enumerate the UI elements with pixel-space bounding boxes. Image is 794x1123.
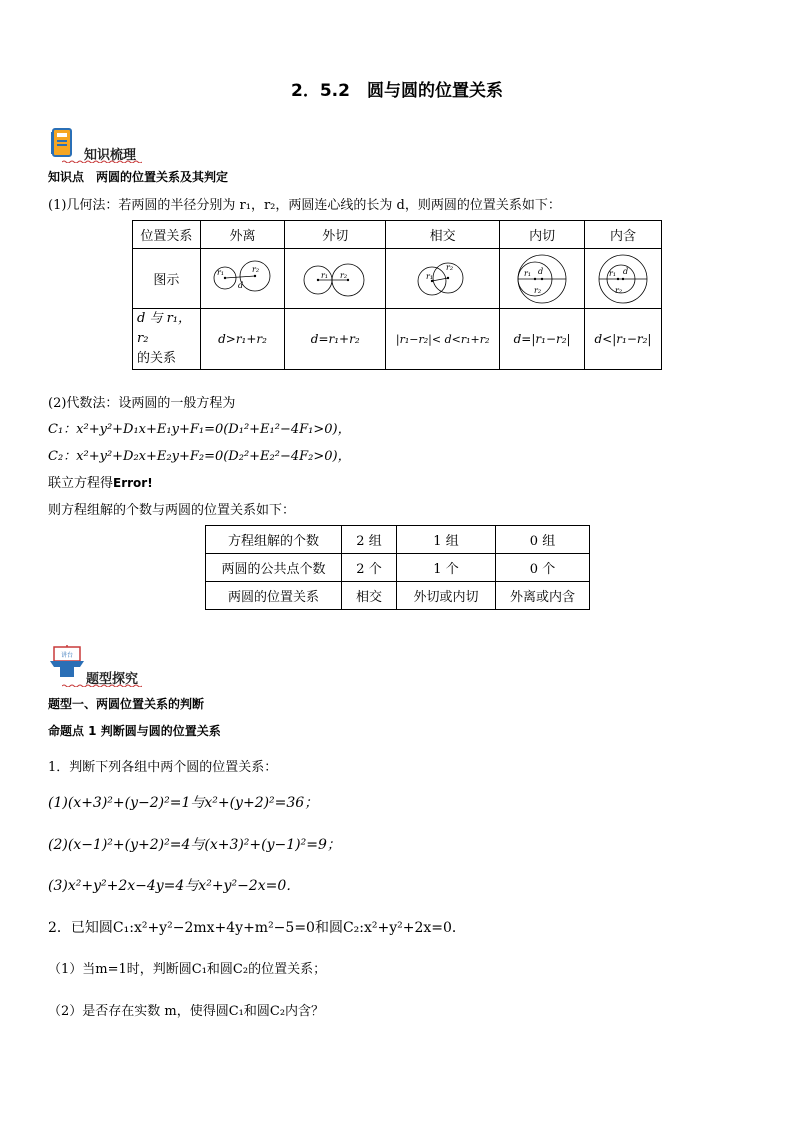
table-header: 内含: [585, 221, 662, 249]
question-2-part-1: （1）当m=1时，判断圆C₁和圆C₂的位置关系；: [48, 962, 327, 977]
label-r1: r₁: [609, 268, 617, 278]
error-text: Error!: [113, 476, 153, 490]
combine-text: 联立方程得: [48, 476, 114, 491]
table2-intro: 则方程组解的个数与两圆的位置关系如下：: [48, 503, 296, 518]
figure-separate: [200, 249, 285, 309]
knowledge-point: 知识点 两圆的位置关系及其判定: [48, 170, 229, 184]
question-2-part-2: （2）是否存在实数 m，使得圆C₁和圆C₂内含？: [48, 1004, 325, 1019]
equation-c1: C₁：x²+y²+D₁x+E₁y+F₁=0(D₁²+E₁²−4F₁>0)，: [48, 422, 351, 437]
condition-cell: |r₁−r₂|< d<r₁+r₂: [386, 309, 500, 370]
label-r2: r₂: [445, 262, 453, 272]
geometry-intro: (1)几何法：若两圆的半径分别为 r₁，r₂，两圆连心线的长为 d，则两圆的位置关系如下：: [48, 198, 561, 213]
table-cell: 2 组: [342, 526, 397, 554]
label-d: d: [623, 266, 629, 276]
condition-cell: d=|r₁−r₂|: [500, 309, 585, 370]
question-1-part-2: (2)(x−1)²+(y+2)²=4与(x+3)²+(y−1)²=9；: [48, 837, 341, 853]
question-2: 2．已知圆C₁:x²+y²−2mx+4y+m²−5=0和圆C₂:x²+y²+2x=0．: [48, 920, 466, 936]
solutions-table: [205, 525, 590, 610]
label-d: d: [237, 280, 243, 290]
table-cell: 2 个: [342, 554, 397, 582]
table-header: 位置关系: [133, 221, 201, 249]
figure-external-tangent: [285, 249, 386, 309]
algebra-intro: (2)代数法：设两圆的一般方程为: [48, 396, 236, 411]
combine-line: [48, 472, 153, 491]
condition-cell: d<|r₁−r₂|: [585, 309, 662, 370]
question-1-part-1: (1)(x+3)²+(y−2)²=1与x²+(y+2)²=36；: [48, 795, 319, 811]
table-cell: 1 组: [397, 526, 496, 554]
table-cell: 0 个: [496, 554, 590, 582]
page-title: 2．5.2 圆与圆的位置关系: [291, 81, 503, 101]
table-cell: 两圆的公共点个数: [206, 554, 342, 582]
condition-cell: d>r₁+r₂: [200, 309, 285, 370]
position-table: [132, 220, 662, 370]
table-cell: 两圆的位置关系: [206, 582, 342, 610]
label-r1: r₁: [524, 268, 532, 278]
label-r2: r₂: [251, 264, 259, 274]
section-label-knowledge: 知识梳理: [84, 148, 137, 163]
label-r1: r₁: [216, 267, 224, 277]
figure-contain: [585, 249, 662, 309]
figure-intersect: [386, 249, 500, 309]
table-header: 外切: [285, 221, 386, 249]
question-1: 1．判断下列各组中两个圆的位置关系：: [48, 760, 278, 775]
table-cell: 方程组解的个数: [206, 526, 342, 554]
question-1-part-3: (3)x²+y²+2x−4y=4与x²+y²−2x=0．: [48, 878, 301, 894]
relation-row-label: [133, 309, 201, 370]
table-header: 内切: [500, 221, 585, 249]
table-cell: 相交: [342, 582, 397, 610]
table-cell: 0 组: [496, 526, 590, 554]
label-r2: r₂: [340, 270, 348, 280]
figure-internal-tangent: [500, 249, 585, 309]
label-d: d: [538, 266, 544, 276]
label-r1: r₁: [321, 270, 329, 280]
proposition-heading: 命题点 1 判断圆与圆的位置关系: [48, 724, 221, 738]
table-cell: 外切或内切: [397, 582, 496, 610]
condition-cell: d=r₁+r₂: [285, 309, 386, 370]
label-r1: r₁: [425, 271, 433, 281]
type-heading: 题型一、两圆位置关系的判断: [48, 697, 205, 711]
figure-row-label: 图示: [133, 249, 201, 309]
relation-label-a: d 与 r₁，r₂: [137, 311, 192, 346]
table-header: 外离: [200, 221, 285, 249]
table-cell: 外离或内含: [496, 582, 590, 610]
label-r2: r₂: [534, 285, 542, 295]
equation-c2: C₂：x²+y²+D₂x+E₂y+F₂=0(D₂²+E₂²−4F₂>0)，: [48, 449, 351, 464]
classroom-board-icon: [48, 645, 86, 679]
table-header: 相交: [386, 221, 500, 249]
book-icon: [51, 128, 73, 158]
table-cell: 1 个: [397, 554, 496, 582]
underline-wave: [62, 684, 142, 687]
section-label-types: 题型探究: [86, 672, 139, 687]
underline-wave: [62, 160, 142, 163]
board-icon-text: 讲台: [61, 652, 74, 659]
relation-label-b: 的关系: [137, 351, 177, 366]
label-r2: r₂: [615, 285, 623, 295]
